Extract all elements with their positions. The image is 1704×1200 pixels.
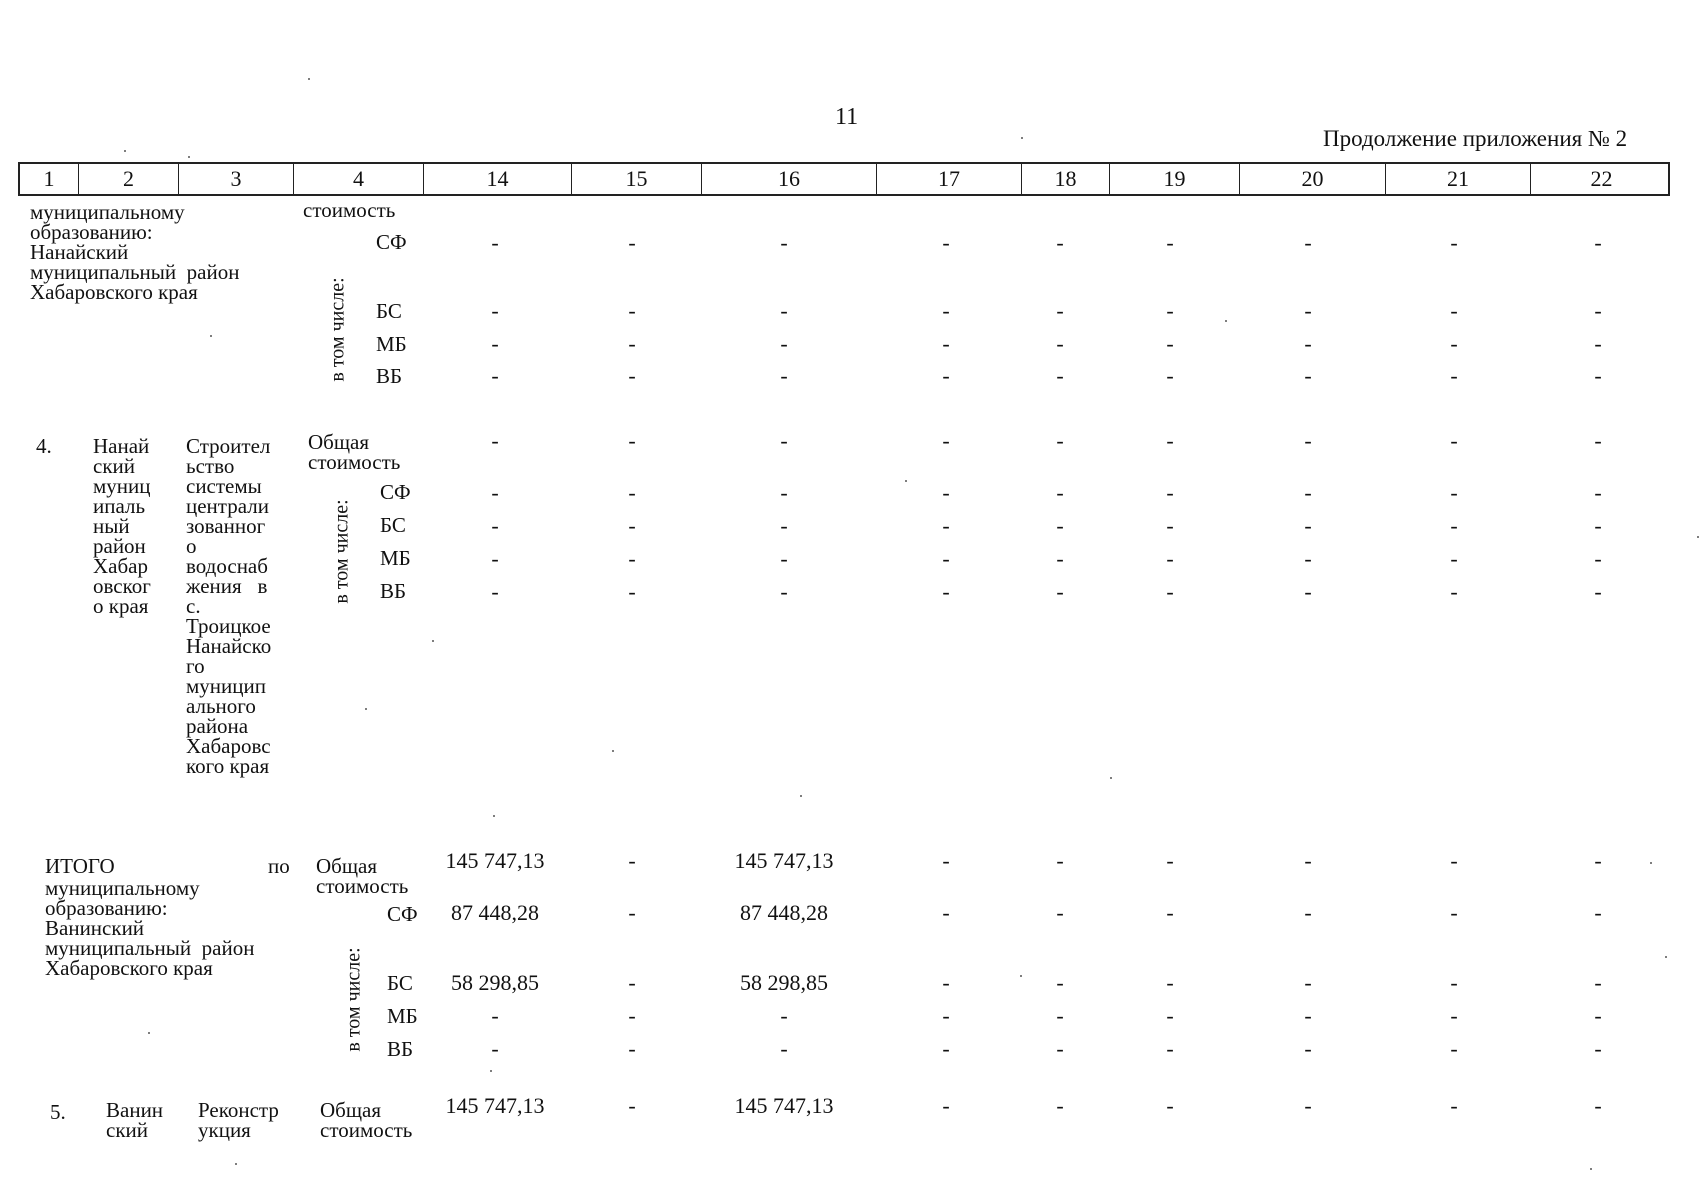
itogo-vanino-sf-col-14: 87 448,28: [451, 900, 539, 925]
itogo-vanino-total-col-14: 145 747,13: [445, 848, 545, 873]
item4-total-col-17: -: [942, 428, 950, 453]
itogo-vanino-bs-col-18: -: [1056, 970, 1064, 995]
item4-bs-col-17: -: [942, 513, 950, 538]
item5-total-col-14: 145 747,13: [445, 1093, 545, 1118]
header-col-4: 4: [293, 164, 423, 194]
page-number: 11: [835, 104, 859, 130]
itogo-nanai-sf-col-18: -: [1056, 230, 1064, 255]
header-col-20: 20: [1239, 164, 1385, 194]
itogo-vanino-vb-col-16: -: [780, 1036, 788, 1061]
item4-sf-col-16: -: [780, 480, 788, 505]
item4-total-col-19: -: [1166, 428, 1174, 453]
itogo-nanai-bs-col-18: -: [1056, 298, 1064, 323]
item4-mb-col-19: -: [1166, 546, 1174, 571]
item4-mb-col-21: -: [1450, 546, 1458, 571]
item4-mb-col-14: -: [491, 546, 499, 571]
itogo-vanino-bs-col-19: -: [1166, 970, 1174, 995]
itogo-vanino-total-col-18: -: [1056, 848, 1064, 873]
itogo-vanino-sf-label: СФ: [387, 902, 418, 926]
item4-mb-col-22: -: [1594, 546, 1602, 571]
itogo-nanai-sf-label: СФ: [376, 230, 407, 254]
itogo-vanino-mb-col-16: -: [780, 1003, 788, 1028]
item4-mb-col-17: -: [942, 546, 950, 571]
itogo-vanino-total-col-22: -: [1594, 848, 1602, 873]
itogo-nanai-total-label: стоимость: [303, 198, 396, 222]
item4-sf-col-14: -: [491, 480, 499, 505]
itogo-vanino-total-col-16: 145 747,13: [734, 848, 834, 873]
item4-sf-label: СФ: [380, 480, 411, 504]
item5-col2: Ванин ский: [106, 1098, 164, 1142]
item4-bs-col-22: -: [1594, 513, 1602, 538]
itogo-nanai-mb-col-17: -: [942, 331, 950, 356]
itogo-vanino-total-col-19: -: [1166, 848, 1174, 873]
header-col-16: 16: [701, 164, 876, 194]
item4-number: 4.: [36, 434, 52, 458]
item4-vb-col-19: -: [1166, 579, 1174, 604]
itogo-nanai-sf-col-16: -: [780, 230, 788, 255]
itogo-nanai-vb-col-15: -: [628, 363, 636, 388]
itogo-nanai-bs-col-20: -: [1304, 298, 1312, 323]
itogo-vanino-mb-col-19: -: [1166, 1003, 1174, 1028]
item5-total-col-22: -: [1594, 1093, 1602, 1118]
itogo-nanai-mb-col-21: -: [1450, 331, 1458, 356]
itogo-nanai-vb-col-20: -: [1304, 363, 1312, 388]
item4-bs-col-16: -: [780, 513, 788, 538]
item4-sf-col-15: -: [628, 480, 636, 505]
itogo-vanino-sf-col-17: -: [942, 900, 950, 925]
item4-bs-col-21: -: [1450, 513, 1458, 538]
item4-bs-col-15: -: [628, 513, 636, 538]
item5-total-col-16: 145 747,13: [734, 1093, 834, 1118]
item4-vb-col-15: -: [628, 579, 636, 604]
itogo-vanino-bs-col-21: -: [1450, 970, 1458, 995]
itogo-vanino-incl-label: в том числе:: [342, 947, 365, 1052]
header-col-17: 17: [876, 164, 1021, 194]
itogo-vanino-total-col-17: -: [942, 848, 950, 873]
itogo-vanino-bs-label: БС: [387, 971, 413, 995]
itogo-vanino-total-col-15: -: [628, 848, 636, 873]
item5-number: 5.: [50, 1100, 66, 1124]
itogo-nanai-sf-col-17: -: [942, 230, 950, 255]
itogo-vanino-mb-col-18: -: [1056, 1003, 1064, 1028]
header-col-3: 3: [178, 164, 293, 194]
itogo-vanino-po: по: [268, 854, 290, 878]
itogo-vanino-vb-col-15: -: [628, 1036, 636, 1061]
itogo-nanai-incl-label: в том числе:: [326, 277, 349, 382]
itogo-vanino-sf-col-18: -: [1056, 900, 1064, 925]
itogo-vanino-mb-col-20: -: [1304, 1003, 1312, 1028]
itogo-nanai-vb-col-21: -: [1450, 363, 1458, 388]
item4-mb-col-18: -: [1056, 546, 1064, 571]
itogo-vanino-mb-label: МБ: [387, 1004, 418, 1028]
itogo-nanai-vb-col-18: -: [1056, 363, 1064, 388]
itogo-vanino-vb-col-19: -: [1166, 1036, 1174, 1061]
item5-total-col-17: -: [942, 1093, 950, 1118]
item5-total-col-20: -: [1304, 1093, 1312, 1118]
itogo-nanai-sf-col-14: -: [491, 230, 499, 255]
itogo-vanino-sf-col-19: -: [1166, 900, 1174, 925]
itogo-vanino-bs-col-17: -: [942, 970, 950, 995]
itogo-nanai-mb-label: МБ: [376, 332, 407, 356]
header-col-18: 18: [1021, 164, 1109, 194]
item4-sf-col-19: -: [1166, 480, 1174, 505]
itogo-nanai-mb-col-15: -: [628, 331, 636, 356]
header-col-21: 21: [1385, 164, 1530, 194]
itogo-nanai-bs-col-21: -: [1450, 298, 1458, 323]
header-col-14: 14: [423, 164, 571, 194]
item4-total-col-15: -: [628, 428, 636, 453]
itogo-nanai-vb-col-17: -: [942, 363, 950, 388]
itogo-vanino-total-label: Общая стоимость: [316, 854, 409, 898]
item4-sf-col-20: -: [1304, 480, 1312, 505]
item4-vb-col-17: -: [942, 579, 950, 604]
item4-total-col-22: -: [1594, 428, 1602, 453]
item4-total-col-20: -: [1304, 428, 1312, 453]
item4-sf-col-21: -: [1450, 480, 1458, 505]
itogo-vanino-bs-col-14: 58 298,85: [451, 970, 539, 995]
itogo-nanai-bs-col-14: -: [491, 298, 499, 323]
item4-incl-label: в том числе:: [330, 499, 353, 604]
itogo-nanai-bs-col-17: -: [942, 298, 950, 323]
itogo-nanai-bs-col-16: -: [780, 298, 788, 323]
itogo-nanai-sf-col-20: -: [1304, 230, 1312, 255]
itogo-nanai-sf-col-15: -: [628, 230, 636, 255]
header-col-1: 1: [43, 166, 55, 191]
itogo-vanino-vb-col-21: -: [1450, 1036, 1458, 1061]
item4-bs-col-18: -: [1056, 513, 1064, 538]
item4-col3: Строител ьство системы централи зованног о водоснаб жения в с. Троицкое Нанайско го муницип ального района Хабаровс кого края: [186, 434, 272, 778]
itogo-vanino-text: муниципальному образованию: Ванинский муниципальный район Хабаровского края: [45, 876, 255, 980]
itogo-vanino-sf-col-21: -: [1450, 900, 1458, 925]
itogo-vanino-mb-col-17: -: [942, 1003, 950, 1028]
itogo-nanai-bs-col-22: -: [1594, 298, 1602, 323]
item4-vb-col-18: -: [1056, 579, 1064, 604]
header-col-2: 2: [78, 164, 178, 194]
itogo-nanai-sf-col-19: -: [1166, 230, 1174, 255]
item4-total-col-14: -: [491, 428, 499, 453]
item4-mb-col-15: -: [628, 546, 636, 571]
item4-sf-col-22: -: [1594, 480, 1602, 505]
itogo-vanino-bs-col-22: -: [1594, 970, 1602, 995]
item5-total-label: Общая стоимость: [320, 1098, 413, 1142]
item4-vb-col-22: -: [1594, 579, 1602, 604]
header-col-19: 19: [1109, 164, 1239, 194]
itogo-vanino-bs-col-15: -: [628, 970, 636, 995]
itogo-vanino-bs-col-16: 58 298,85: [740, 970, 828, 995]
header-col-15: 15: [571, 164, 701, 194]
itogo-nanai-sf-col-21: -: [1450, 230, 1458, 255]
itogo-vanino-total-col-20: -: [1304, 848, 1312, 873]
item4-total-col-16: -: [780, 428, 788, 453]
itogo-vanino-sf-col-20: -: [1304, 900, 1312, 925]
itogo-nanai-mb-col-16: -: [780, 331, 788, 356]
item4-vb-col-16: -: [780, 579, 788, 604]
item4-vb-col-20: -: [1304, 579, 1312, 604]
item4-bs-col-14: -: [491, 513, 499, 538]
item4-total-col-18: -: [1056, 428, 1064, 453]
itogo-nanai-vb-col-19: -: [1166, 363, 1174, 388]
item4-mb-col-16: -: [780, 546, 788, 571]
item5-total-col-19: -: [1166, 1093, 1174, 1118]
itogo-nanai-mb-col-20: -: [1304, 331, 1312, 356]
itogo-vanino-vb-col-18: -: [1056, 1036, 1064, 1061]
itogo-vanino-mb-col-21: -: [1450, 1003, 1458, 1028]
itogo-vanino-vb-col-14: -: [491, 1036, 499, 1061]
itogo-vanino-bs-col-20: -: [1304, 970, 1312, 995]
itogo-vanino-mb-col-14: -: [491, 1003, 499, 1028]
itogo-vanino-vb-col-17: -: [942, 1036, 950, 1061]
itogo-nanai-bs-label: БС: [376, 299, 402, 323]
item4-bs-col-20: -: [1304, 513, 1312, 538]
itogo-nanai-bs-col-19: -: [1166, 298, 1174, 323]
itogo-nanai-mb-col-19: -: [1166, 331, 1174, 356]
itogo-vanino-sf-col-15: -: [628, 900, 636, 925]
item5-total-col-21: -: [1450, 1093, 1458, 1118]
item4-bs-col-19: -: [1166, 513, 1174, 538]
item4-sf-col-18: -: [1056, 480, 1064, 505]
itogo-nanai-mb-col-22: -: [1594, 331, 1602, 356]
itogo-vanino-vb-label: ВБ: [387, 1037, 414, 1061]
item4-bs-label: БС: [380, 513, 406, 537]
item4-vb-col-14: -: [491, 579, 499, 604]
item4-vb-label: ВБ: [380, 579, 407, 603]
itogo-vanino-sf-col-22: -: [1594, 900, 1602, 925]
itogo-nanai-mb-col-14: -: [491, 331, 499, 356]
item5-col3: Реконстр укция: [198, 1098, 279, 1142]
itogo-nanai-vb-col-16: -: [780, 363, 788, 388]
itogo-nanai-vb-label: ВБ: [376, 364, 403, 388]
itogo-nanai-mb-col-18: -: [1056, 331, 1064, 356]
item4-total-col-21: -: [1450, 428, 1458, 453]
continuation-label: Продолжение приложения № 2: [1323, 126, 1628, 151]
itogo-nanai-text: муниципальному образованию: Нанайский муниципальный район Хабаровского края: [30, 200, 240, 304]
itogo-vanino-title: ИТОГО: [45, 854, 115, 878]
item4-mb-label: МБ: [380, 546, 411, 570]
item4-col2: Нанай ский муниц ипаль ный район Хабар овског о края: [93, 434, 151, 618]
itogo-nanai-vb-col-14: -: [491, 363, 499, 388]
itogo-vanino-sf-col-16: 87 448,28: [740, 900, 828, 925]
itogo-vanino-mb-col-22: -: [1594, 1003, 1602, 1028]
item5-total-col-15: -: [628, 1093, 636, 1118]
item4-mb-col-20: -: [1304, 546, 1312, 571]
itogo-vanino-mb-col-15: -: [628, 1003, 636, 1028]
itogo-nanai-sf-col-22: -: [1594, 230, 1602, 255]
header-col-22: 22: [1530, 164, 1672, 194]
table-header-row: [18, 162, 1670, 196]
itogo-nanai-bs-col-15: -: [628, 298, 636, 323]
itogo-nanai-vb-col-22: -: [1594, 363, 1602, 388]
item5-total-col-18: -: [1056, 1093, 1064, 1118]
itogo-vanino-total-col-21: -: [1450, 848, 1458, 873]
item4-total-label: Общая стоимость: [308, 430, 401, 474]
item4-sf-col-17: -: [942, 480, 950, 505]
itogo-vanino-vb-col-22: -: [1594, 1036, 1602, 1061]
item4-vb-col-21: -: [1450, 579, 1458, 604]
itogo-vanino-vb-col-20: -: [1304, 1036, 1312, 1061]
